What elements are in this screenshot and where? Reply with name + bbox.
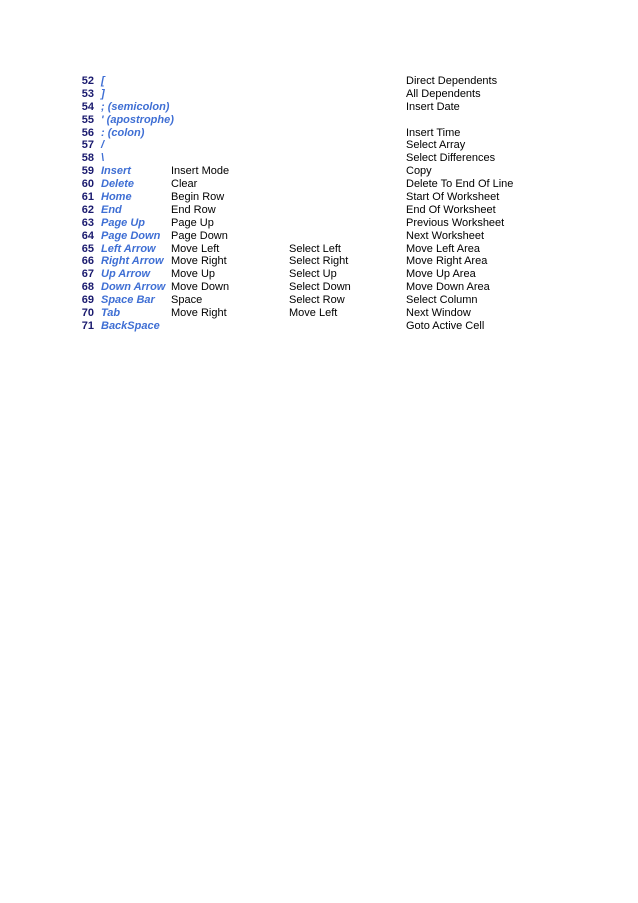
key-name: Up Arrow <box>101 268 151 281</box>
row-number: 61 <box>81 191 94 204</box>
table-row <box>0 243 638 256</box>
table-row <box>0 178 638 191</box>
table-row <box>0 217 638 230</box>
row-number: 57 <box>81 139 94 152</box>
ctrl-action: Direct Dependents <box>406 75 498 87</box>
shortcut-table <box>0 75 638 333</box>
row-number: 56 <box>81 126 94 139</box>
ctrl-action: Delete To End Of Line <box>406 178 514 191</box>
key-name: \ <box>101 152 105 165</box>
shift-action: Select Up <box>289 268 337 281</box>
table-row <box>0 294 638 307</box>
key-name: Right Arrow <box>101 255 164 268</box>
key-name: ' (apostrophe) <box>101 113 174 126</box>
shift-action: Select Down <box>289 281 351 294</box>
row-number: 53 <box>81 87 94 100</box>
key-name: Tab <box>101 307 121 320</box>
plain-action: Clear <box>171 178 198 191</box>
key-name: Delete <box>101 178 135 191</box>
row-number: 69 <box>81 294 94 307</box>
ctrl-action: Move Right Area <box>406 255 488 268</box>
plain-action: Move Up <box>171 268 216 281</box>
ctrl-action: Insert Date <box>406 100 460 113</box>
table-row <box>0 127 638 140</box>
row-number: 60 <box>81 178 94 191</box>
ctrl-action: Select Array <box>406 139 466 152</box>
ctrl-action: Select Column <box>406 294 478 307</box>
table-row <box>0 152 638 165</box>
shift-action: Select Right <box>289 255 349 268</box>
table-row <box>0 268 638 281</box>
plain-action: Space <box>171 294 203 307</box>
plain-action: Begin Row <box>171 191 225 204</box>
row-number: 71 <box>81 319 94 332</box>
key-name: ] <box>101 87 105 100</box>
shift-action: Select Row <box>289 294 345 307</box>
ctrl-action: Move Down Area <box>406 281 490 294</box>
plain-action: Move Right <box>171 307 227 320</box>
row-number: 54 <box>81 100 94 113</box>
ctrl-action: End Of Worksheet <box>406 203 496 216</box>
ctrl-action: Select Differences <box>406 152 496 165</box>
ctrl-action: Start Of Worksheet <box>406 191 500 204</box>
row-number: 66 <box>81 255 94 268</box>
table-row <box>0 75 638 88</box>
plain-action: Page Up <box>171 216 214 229</box>
ctrl-action: Copy <box>406 165 432 178</box>
key-name: Page Down <box>101 229 161 242</box>
plain-action: Insert Mode <box>171 165 230 178</box>
row-number: 67 <box>81 268 94 281</box>
key-name: Home <box>101 191 132 204</box>
key-name: Insert <box>101 165 131 178</box>
table-row <box>0 191 638 204</box>
row-number: 58 <box>81 152 94 165</box>
key-name: : (colon) <box>101 126 145 139</box>
key-name: End <box>101 203 122 216</box>
row-number: 62 <box>81 203 94 216</box>
plain-action: Move Right <box>171 255 227 268</box>
table-row <box>0 101 638 114</box>
key-name: Down Arrow <box>101 281 166 294</box>
row-number: 65 <box>81 242 94 255</box>
table-row <box>0 307 638 320</box>
ctrl-action: Goto Active Cell <box>406 319 485 332</box>
ctrl-action: Previous Worksheet <box>406 216 505 229</box>
table-row <box>0 139 638 152</box>
table-row <box>0 320 638 333</box>
ctrl-action: Move Left Area <box>406 242 480 255</box>
key-name: BackSpace <box>101 319 160 332</box>
ctrl-action: All Dependents <box>406 87 481 100</box>
row-number: 63 <box>81 216 94 229</box>
key-name: Left Arrow <box>101 242 156 255</box>
shift-action: Select Left <box>289 242 341 255</box>
table-row <box>0 114 638 127</box>
ctrl-action: Next Window <box>406 307 471 320</box>
row-number: 68 <box>81 281 94 294</box>
plain-action: Page Down <box>171 229 228 242</box>
key-name: Space Bar <box>101 294 155 307</box>
row-number: 64 <box>81 229 94 242</box>
row-number: 59 <box>81 165 94 178</box>
table-row <box>0 255 638 268</box>
key-name: Page Up <box>101 216 146 229</box>
row-number: 55 <box>81 113 94 126</box>
row-number: 70 <box>81 307 94 320</box>
table-row <box>0 281 638 294</box>
key-name: [ <box>101 75 105 87</box>
plain-action: Move Down <box>171 281 230 294</box>
ctrl-action: Move Up Area <box>406 268 476 281</box>
table-row <box>0 230 638 243</box>
table-row <box>0 88 638 101</box>
ctrl-action: Next Worksheet <box>406 229 485 242</box>
table-row <box>0 204 638 217</box>
key-name: ; (semicolon) <box>101 100 170 113</box>
row-number: 52 <box>81 75 94 87</box>
table-row <box>0 165 638 178</box>
shift-action: Move Left <box>289 307 338 320</box>
plain-action: Move Left <box>171 242 220 255</box>
key-name: / <box>101 139 105 152</box>
plain-action: End Row <box>171 203 216 216</box>
ctrl-action: Insert Time <box>406 126 461 139</box>
